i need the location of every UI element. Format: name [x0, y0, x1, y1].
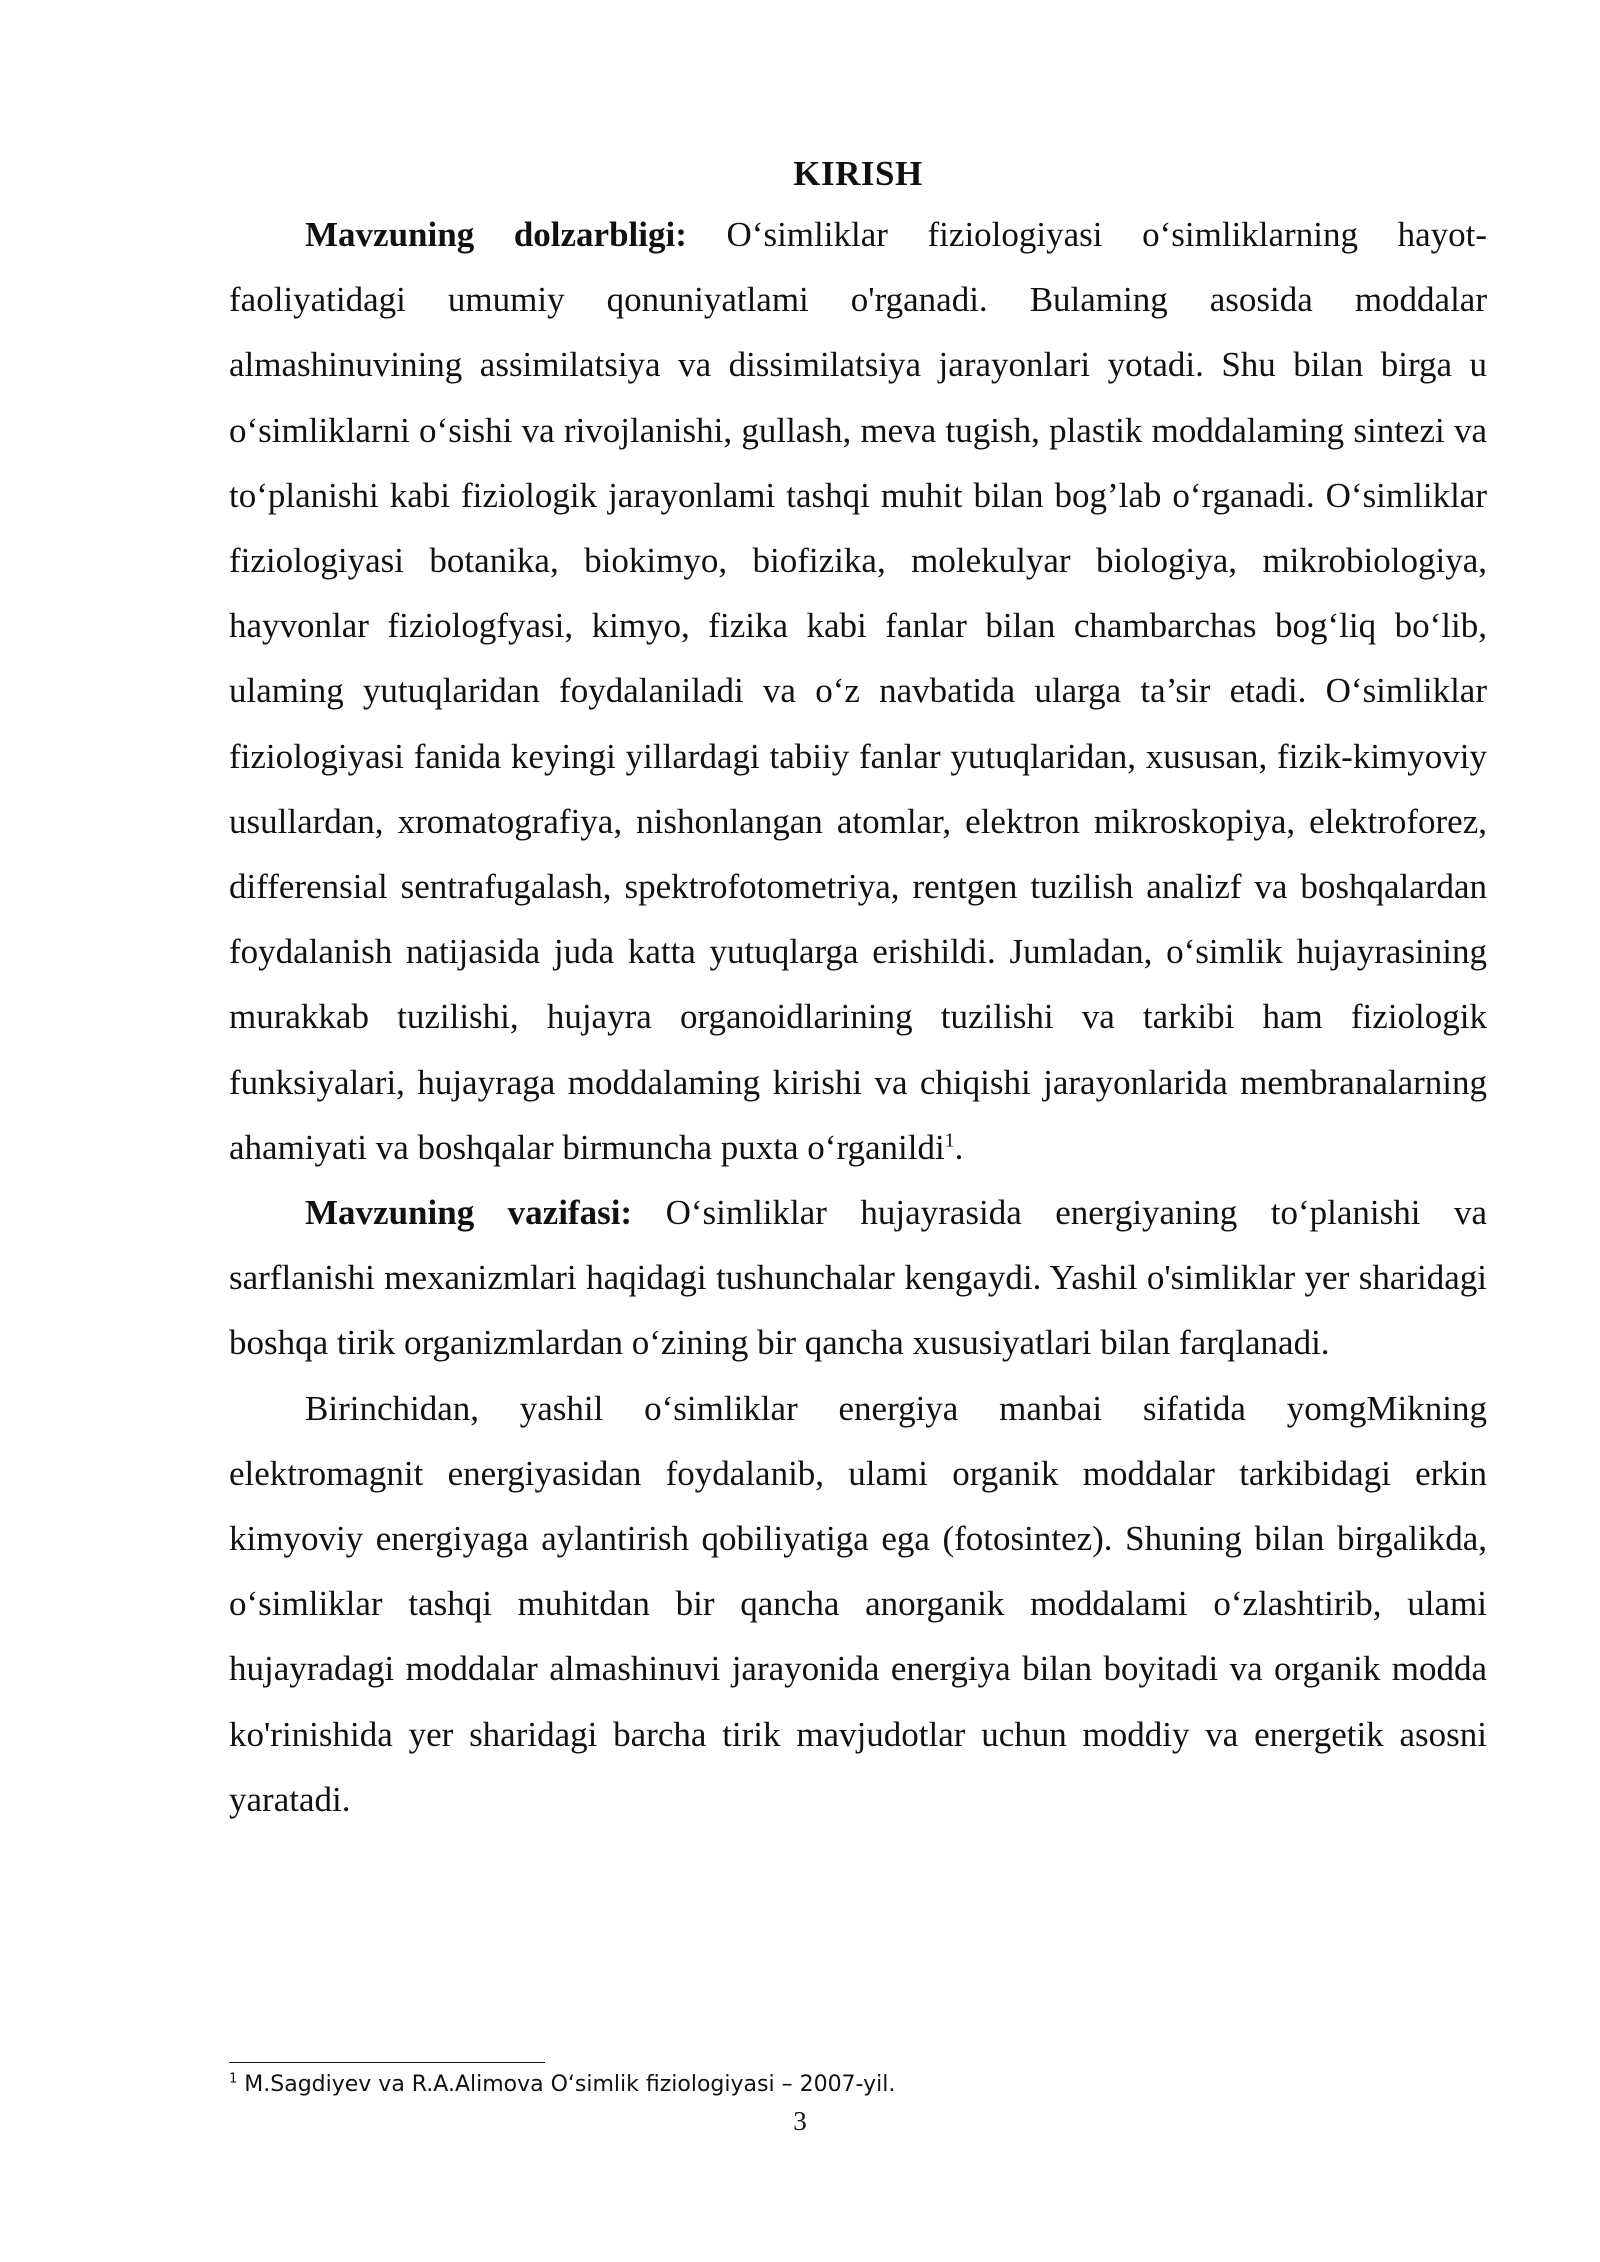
- footnote-text: M.Sagdiyev va R.A.Alimova O‘simlik fiziologiyasi – 2007-yil.: [237, 2072, 896, 2097]
- paragraph-task: [229, 1180, 1487, 1376]
- footnote: [229, 2070, 895, 2100]
- page-content: [229, 146, 1487, 1832]
- footnote-number: 1: [229, 2071, 238, 2087]
- paragraph-text: Birinchidan, yashil o‘simliklar energiya manbai sifatida yomgMikning elektromagnit energiyasidan foydalanib, ulami organik moddalar tarkibidagi erkin kimyoviy energiyaga aylantirish qobiliyatiga ega (fotosintez). Shuning bilan birgalikda, o‘simliklar tashqi muhitdan bir qancha anorganik moddalami o‘zlashtirib, ulami hujayradagi moddalar almashinuvi jarayonida energiya bilan boyitadi va organik modda ko'rinishida yer sharidagi barcha tirik mavjudotlar uchun moddiy va energetik asosni yaratadi.: [229, 1388, 1487, 1819]
- paragraph-tail: .: [954, 1127, 964, 1167]
- paragraph-relevance: [229, 202, 1487, 1180]
- page-title: KIRISH: [793, 154, 923, 193]
- paragraph-lead: Mavzuning vazifasi:: [305, 1193, 633, 1233]
- paragraph-text: O‘simliklar fiziologiyasi o‘simliklarning hayot-faoliyatidagi umumiy qonuniyatlami o'rganadi. Bulaming asosida moddalar almashinuvining assimilatsiya va dissimilatsiya jarayonlari yotadi. Shu bilan birga u o‘simliklarni o‘sishi va rivojlanishi, gullash, meva tugish, plastik moddalaming sintezi va to‘planishi kabi fiziologik jarayonlami tashqi muhit bilan bog’lab o‘rganadi. O‘simliklar fiziologiyasi botanika, biokimyo, biofizika, molekulyar biologiya, mikrobiologiya, hayvonlar fiziologfyasi, kimyo, fizika kabi fanlar bilan chambarchas bog‘liq bo‘lib, ulaming yutuqlaridan foydalaniladi va o‘z navbatida ularga ta’sir etadi. O‘simliklar fiziologiyasi fanida keyingi yillardagi tabiiy fanlar yutuqlaridan, xususan, fizik-kimyoviy usullardan, xromatografiya, nishonlangan atomlar, elektron mikroskopiya, elektroforez, differensial sentrafugalash, spektrofotometriya, rentgen tuzilish analizf va boshqalardan foydalanish natijasida juda katta yutuqlarga erishildi. Jumladan, o‘simlik hujayrasining murakkab tuzilishi, hujayra organoidlarining tuzilishi va tarkibi ham fiziologik funksiyalari, hujayraga moddalaming kirishi va chiqishi jarayonlarida membranalarning ahamiyati va boshqalar birmuncha puxta o‘rganildi: [229, 215, 1487, 1167]
- footnote-divider: [229, 2062, 545, 2063]
- paragraph-firstly: [229, 1376, 1487, 1832]
- paragraph-text: O‘simliklar hujayrasida energiyaning to‘planishi va sarflanishi mexanizmlari haqidagi tushunchalar kengaydi. Yashil o'simliklar yer sharidagi boshqa tirik organizmlardan o‘zining bir qancha xususiyatlari bilan farqlanadi.: [229, 1193, 1487, 1363]
- page-number: 3: [793, 2106, 807, 2136]
- paragraph-lead: Mavzuning dolzarbligi:: [305, 215, 687, 254]
- footnote-reference[interactable]: 1: [944, 1129, 955, 1152]
